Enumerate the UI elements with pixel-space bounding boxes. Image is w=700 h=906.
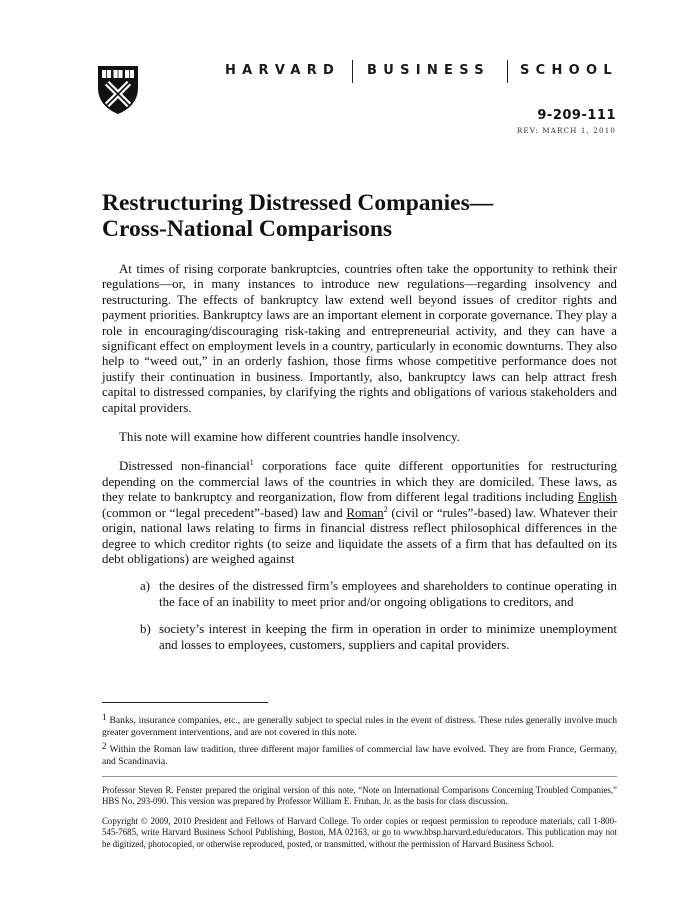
copyright-note: Copyright © 2009, 2010 President and Fellows of Harvard College. To order copies or request permission to reproduce materials, call 1-800-545-7685, write Harvard Business School Publishing, Boston, MA 02163, or go to www.hbsp.harvard.edu/educators. This publication may not be digitized, photocopied, or otherwise reproduced, posted, or transmitted, without the permission of Harvard Business School. [102, 816, 617, 849]
paragraph-legal-traditions: Distressed non-financial$^1$ corporations face quite different opportunities for restructuring depending on the commercial laws of the countries in which they are domiciled. These laws, as they relate to bankruptcy and reorganization, flow from different legal traditions including English (common or “legal precedent”-based) law and Roman$^2$ (civil or “rules”-based) law. Whatever their origin, national laws relating to firms in financial distress reflect philosophical differences in the degree to which creditor rights (to seize and liquidate the assets of a firm that has defaulted on its debt obligations) are weighed against [102, 458, 617, 566]
title-line-1: Restructuring Distressed Companies— [102, 190, 494, 216]
footnote-ref-1: 1 [249, 458, 254, 468]
wordmark-divider [352, 60, 353, 83]
wordmark-school: SCHOOL [520, 63, 618, 78]
footnote-ref-2: 2 [383, 504, 388, 514]
footnote-number: 2 [102, 741, 107, 751]
term-english: English [577, 490, 617, 505]
hbs-wordmark [225, 62, 617, 84]
wordmark-divider [507, 60, 508, 83]
revision-date: REV: MARCH 1, 2010 [516, 126, 616, 135]
footnote-text: Banks, insurance companies, etc., are generally subject to special rules in the event of distress. These rules generally involve much greater government interventions, and are not covered in this note. [102, 715, 617, 739]
document-number: 9-209-111 [537, 108, 616, 123]
page-title [102, 190, 622, 242]
footnote-divider [102, 702, 268, 703]
list-item-text: the desires of the distressed firm’s employees and shareholders to continue operating in the face of an inability to meet prior and/or ongoing obligations to creditors, and [159, 579, 617, 609]
notes-divider [102, 776, 617, 777]
title-line-2: Cross-National Comparisons [102, 216, 393, 242]
list-item-label: b) [140, 622, 151, 637]
authorship-note: Professor Steven R. Fenster prepared the original version of this note, “Note on International Comparisons Concerning Troubled Companies,” HBS No. 293-090. This version was prepared by Professor William E. Fruhan, Jr. as the basis for class discussion. [102, 785, 617, 807]
footnote-text: Within the Roman law tradition, three different major families of commercial law have evolved. They are from France, Germany, and Scandinavia. [102, 744, 617, 768]
list-item [102, 622, 617, 653]
wordmark-business: BUSINESS [367, 63, 490, 78]
paragraph-intro: At times of rising corporate bankruptcies, countries often take the opportunity to rethink their regulations—or, in many instances to introduce new regulations—regarding insolvency and restructuring. The effects of bankruptcy law extend well beyond issues of creditor rights and payment priorities. Bankruptcy laws are an important element in corporate governance. They play a role in encouraging/discouraging risk-taking and entrepreneurial activity, and they can have a significant effect on employment levels in a country, particularly in economic downturns. They also help to “weed out,” in an orderly fashion, those firms whose competitive performance does not justify their continuation in business. Importantly, also, bankruptcy laws can help attract fresh capital to distressed companies, by clarifying the rights and obligations of various stakeholders and capital providers. [102, 262, 617, 415]
harvard-shield-logo [96, 64, 140, 116]
body-text [102, 262, 617, 665]
list-item-label: a) [140, 579, 151, 594]
term-roman: Roman [346, 505, 384, 520]
wordmark-harvard: HARVARD [225, 63, 341, 78]
list-item [102, 579, 617, 610]
footnote-2 [102, 741, 617, 768]
list-item-text: society’s interest in keeping the firm in operation in order to minimize unemployment and losses to employees, customers, suppliers and capital providers. [159, 622, 617, 652]
footnote-number: 1 [102, 712, 107, 722]
considerations-list [102, 579, 617, 653]
footnote-1 [102, 712, 617, 739]
paragraph-scope: This note will examine how different countries handle insolvency. [119, 430, 460, 445]
